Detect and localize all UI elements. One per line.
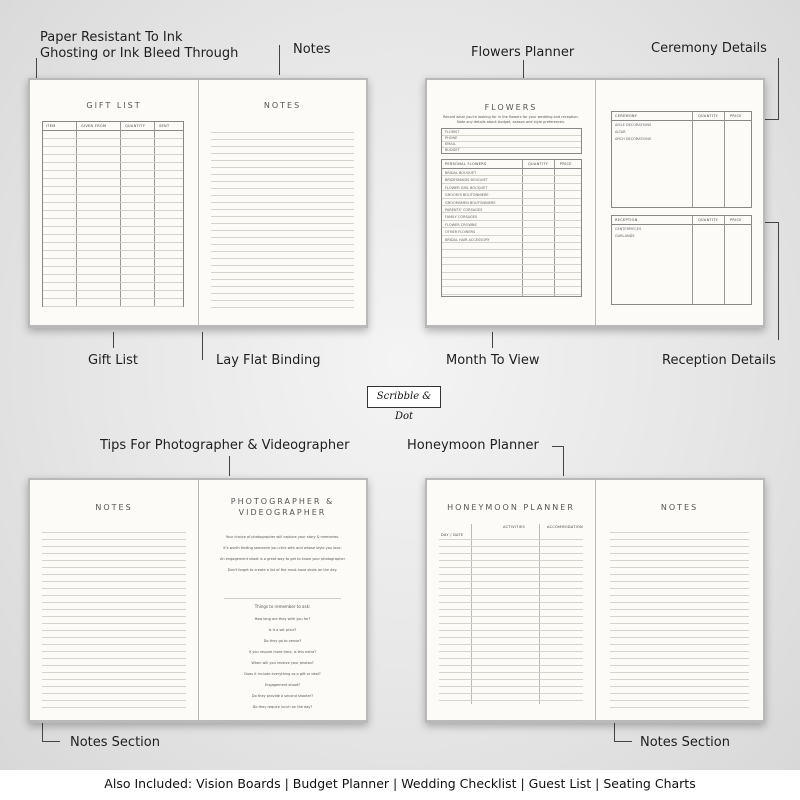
ruled-line [211,146,354,147]
page-notes-left [30,480,198,720]
callout-line [523,60,524,80]
ruled-line [442,286,581,287]
ruled-line [439,588,583,589]
page-title: GIFT LIST [86,101,142,110]
ruled-line [211,279,354,280]
row-label: BUDGET [445,148,460,152]
ruled-line [211,300,354,301]
ruled-line [211,258,354,259]
ruled-line [42,609,186,610]
page-title: FLOWERS [484,103,538,112]
row-label: FLOWER GIRL BOUQUET [445,185,488,190]
ruled-line [439,539,583,540]
ruled-line [211,153,354,154]
ruled-line [43,210,183,211]
row-label: FAMILY CORSAGES [445,215,478,220]
ruled-line [211,216,354,217]
header-day-date: DAY / DATE [441,533,464,537]
page-photographer [199,480,366,720]
ruled-line [43,194,183,195]
ruled-line [610,532,749,533]
column-divider [692,216,693,304]
row-label: PHONE [445,136,458,140]
callout-line [279,45,280,75]
tip-text: Your choice of photographer will capture your story & memories. [225,535,340,539]
ruled-line [439,553,583,554]
column-divider [724,112,725,207]
ruled-line [442,249,581,250]
page-title: NOTES [263,101,302,110]
ruled-line [610,686,749,687]
ruled-line [442,175,581,176]
ruled-line [42,700,186,701]
ruled-line [43,170,183,171]
ruled-line [43,250,183,251]
ruled-line [211,174,354,175]
ruled-line [43,218,183,219]
ruled-line [42,658,186,659]
callout-tips-photographer: Tips For Photographer & Videographer [100,438,350,453]
page-title-line1: PHOTOGRAPHER & [230,497,335,506]
ruled-line [43,306,183,307]
ruled-line [610,637,749,638]
page-flowers [427,80,595,325]
ruled-line [610,588,749,589]
ruled-line [439,686,583,687]
header-item: ITEM [46,124,56,128]
page-gift-list [30,80,198,325]
ruled-line [42,539,186,540]
header-ceremony: CEREMONY [615,114,638,118]
question: If you require more time, is this extra? [248,650,317,654]
ruled-line [43,186,183,187]
ruled-line [439,665,583,666]
ruled-line [610,602,749,603]
callout-lay-flat-binding: Lay Flat Binding [216,353,321,368]
ruled-line [439,630,583,631]
header-price: PRICE [730,218,742,222]
callout-line [614,741,632,742]
callout-line [778,58,779,120]
ruled-lines [42,525,186,705]
ruled-line [42,707,186,708]
ruled-line [42,616,186,617]
ruled-line [442,141,581,142]
ruled-line [439,651,583,652]
ruled-line [43,234,183,235]
ruled-line [211,223,354,224]
gift-list-table [42,121,184,307]
ruled-line [211,286,354,287]
ruled-line [442,183,581,184]
ruled-line [42,630,186,631]
callout-notes-section-right: Notes Section [640,735,730,750]
callout-reception-details: Reception Details [662,353,776,368]
florist-table [441,128,582,154]
callout-paper-resistant-line1: Paper Resistant To Ink [40,30,183,45]
ruled-line [442,257,581,258]
ruled-line [211,272,354,273]
ruled-line [42,560,186,561]
brand-logo: Scribble & Dot [367,386,441,408]
ruled-line [439,700,583,701]
ruled-line [442,294,581,295]
ruled-line [442,264,581,265]
ruled-line [610,658,749,659]
ruled-line [42,595,186,596]
question: Do they require lunch on the day? [252,705,313,709]
question: How long are they with you for? [254,617,311,621]
question: Do they go to venue? [263,639,302,643]
tip-text: Don't forget to create a list of the must-have shots on the day. [227,568,338,572]
ruled-line [610,581,749,582]
ruled-line [211,202,354,203]
header-personal-flowers: PERSONAL FLOWERS [445,162,487,166]
ruled-line [439,602,583,603]
honeymoon-table [439,524,583,704]
ruled-line [439,574,583,575]
ruled-line [211,293,354,294]
ruled-line [43,146,183,147]
ruled-line [211,195,354,196]
ruled-line [42,588,186,589]
ruled-line [211,237,354,238]
tip-text: An engagement shoot is a great way to get to know your photographer [219,557,346,561]
ruled-line [42,679,186,680]
column-divider [724,216,725,304]
callout-line [42,741,60,742]
header-quantity: QUANTITY [698,218,719,222]
header-quantity: QUANTITY [125,124,146,128]
callout-line [563,446,564,476]
ruled-line [610,539,749,540]
row-label: FLOWER CROWNS [445,222,477,227]
header-quantity: QUANTITY [698,114,719,118]
ruled-line [442,279,581,280]
header-activities: ACTIVITIES [503,525,525,529]
page-title-line2: VIDEOGRAPHER [238,508,327,517]
ruled-line [442,272,581,273]
ruled-line [439,644,583,645]
callout-ceremony-details: Ceremony Details [651,41,767,56]
callout-line [202,332,203,360]
row-label: PARENTS' CORSAGES [445,207,483,212]
ruled-line [42,532,186,533]
callout-gift-list: Gift List [88,353,138,368]
ruled-line [211,181,354,182]
ruled-line [211,307,354,308]
row-label: CENTERPIECES [615,227,642,231]
ruled-line [211,188,354,189]
ruled-line [43,242,183,243]
reception-table [611,215,752,305]
ruled-line [43,226,183,227]
page-notes-right [596,480,763,720]
ruled-line [211,251,354,252]
header-given-from: GIVEN FROM [81,124,107,128]
ruled-line [610,707,749,708]
page-title: NOTES [95,503,133,512]
callout-notes: Notes [293,42,331,57]
ruled-line [439,567,583,568]
ruled-line [610,567,749,568]
ruled-line [211,265,354,266]
ruled-line [610,651,749,652]
ruled-line [610,546,749,547]
ruled-line [610,595,749,596]
ruled-line [442,227,581,228]
ruled-line [610,623,749,624]
row-label: FLORIST [445,130,460,134]
ruled-line [42,644,186,645]
ruled-line [42,546,186,547]
bottom-banner-text: Also Included: Vision Boards | Budget Planner | Wedding Checklist | Guest List | Seating Charts [104,776,696,791]
ruled-line [610,693,749,694]
ruled-line [43,282,183,283]
header-reception: RECEPTION [615,218,638,222]
ruled-line [43,154,183,155]
header-accommodation: ACCOMMODATION [547,525,583,529]
ruled-line [42,574,186,575]
row-label: GARLANDS [615,234,635,238]
ruled-line [439,693,583,694]
row-label: BRIDAL BOUQUET [445,171,477,175]
ruled-line [42,581,186,582]
row-label: BRIDAL HAIR ACCESSORY [445,237,490,242]
callout-paper-resistant-line2: Ghosting or Ink Bleed Through [40,46,239,61]
callout-line [778,222,779,340]
page-ceremony-reception [596,80,763,325]
ruled-line [211,167,354,168]
question: Is it a set price? [268,628,297,632]
page-title: NOTES [660,503,699,512]
header-sent: SENT [159,124,170,128]
ruled-line [43,138,183,139]
ruled-line [439,595,583,596]
ruled-line [439,609,583,610]
callout-honeymoon-planner: Honeymoon Planner [407,438,539,453]
ruled-line [211,209,354,210]
ruled-line [610,672,749,673]
ruled-line [43,290,183,291]
ruled-line [439,658,583,659]
callout-flowers-planner: Flowers Planner [471,45,575,60]
table-rows [442,129,581,153]
ruled-line [439,637,583,638]
ruled-line [439,546,583,547]
ruled-line [610,644,749,645]
ruled-line [439,616,583,617]
ruled-line [43,266,183,267]
ruled-line [610,679,749,680]
ruled-line [43,274,183,275]
ruled-line [43,258,183,259]
ruled-line [43,162,183,163]
question: Engagement shoot? [265,683,300,687]
table-rows [43,130,183,306]
ruled-line [42,693,186,694]
personal-flowers-table [441,159,582,297]
ruled-line [43,178,183,179]
ruled-line [43,202,183,203]
ruled-line [442,205,581,206]
ruled-line [610,700,749,701]
row-label: ARCH DECORATIONS [615,137,652,141]
callout-line [492,332,493,348]
table-rows [442,168,581,296]
ruled-line [610,609,749,610]
row-label: AISLE DECORATIONS [615,123,652,127]
row-label: OTHER FLOWERS [445,230,476,235]
ruled-line [439,672,583,673]
page-title: HONEYMOON PLANNER [447,503,575,512]
ruled-line [42,651,186,652]
ruled-line [442,220,581,221]
ruled-line [442,190,581,191]
ruled-line [610,553,749,554]
header-price: PRICE [730,114,742,118]
ruled-line [610,574,749,575]
ruled-line [42,602,186,603]
ruled-line [42,665,186,666]
row-label: EMAIL [445,142,456,146]
ruled-line [42,672,186,673]
row-label: GROOMSMEN BOUTONNIERE [445,200,496,205]
ruled-line [442,235,581,236]
ruled-line [42,686,186,687]
ruled-line [442,147,581,148]
ruled-line [610,630,749,631]
ruled-line [439,560,583,561]
ruled-line [42,637,186,638]
ruled-line [42,553,186,554]
row-label: ALTAR [615,130,626,134]
page-honeymoon-planner [427,480,595,720]
ruled-line [442,135,581,136]
ceremony-table [611,111,752,208]
ruled-line [610,560,749,561]
ruled-lines [211,125,354,305]
ruled-line [211,244,354,245]
callout-notes-section-left: Notes Section [70,735,160,750]
divider [224,598,341,599]
ruled-lines [610,525,749,705]
tip-text: It's worth finding someone you click with and whose style you love. [223,546,342,550]
intro-text: Note any details about budget, season and style preferences. [456,120,566,124]
ruled-line [442,198,581,199]
row-label: BRIDESMAIDS BOUQUET [445,178,488,183]
question: When will you receive your photos? [251,661,314,665]
row-label: GROOM'S BOUTONNIERE [445,193,489,198]
ruled-line [42,623,186,624]
table-rows [439,532,583,704]
ruled-line [442,242,581,243]
question: Does it include everything as a gift or deal? [244,672,321,676]
table-header [612,216,751,225]
callout-month-to-view: Month To View [446,353,540,368]
ruled-line [211,160,354,161]
callout-line [113,332,114,348]
ruled-line [439,679,583,680]
intro-text: Record what you're looking for in the flowers for your wedding and reception. [443,115,579,119]
ruled-line [211,230,354,231]
callout-line [229,456,230,476]
table-header [612,112,751,121]
header-price: PRICE [560,162,572,166]
ruled-line [439,623,583,624]
question: Do they provide a second shooter? [251,694,314,698]
column-divider [692,112,693,207]
ruled-line [610,616,749,617]
things-heading: Things to remember to ask: [254,604,311,609]
ruled-line [610,665,749,666]
ruled-line [42,567,186,568]
header-quantity: QUANTITY [528,162,549,166]
ruled-line [211,132,354,133]
ruled-line [211,139,354,140]
ruled-line [43,298,183,299]
page-notes [199,80,366,325]
ruled-line [442,212,581,213]
ruled-line [439,581,583,582]
